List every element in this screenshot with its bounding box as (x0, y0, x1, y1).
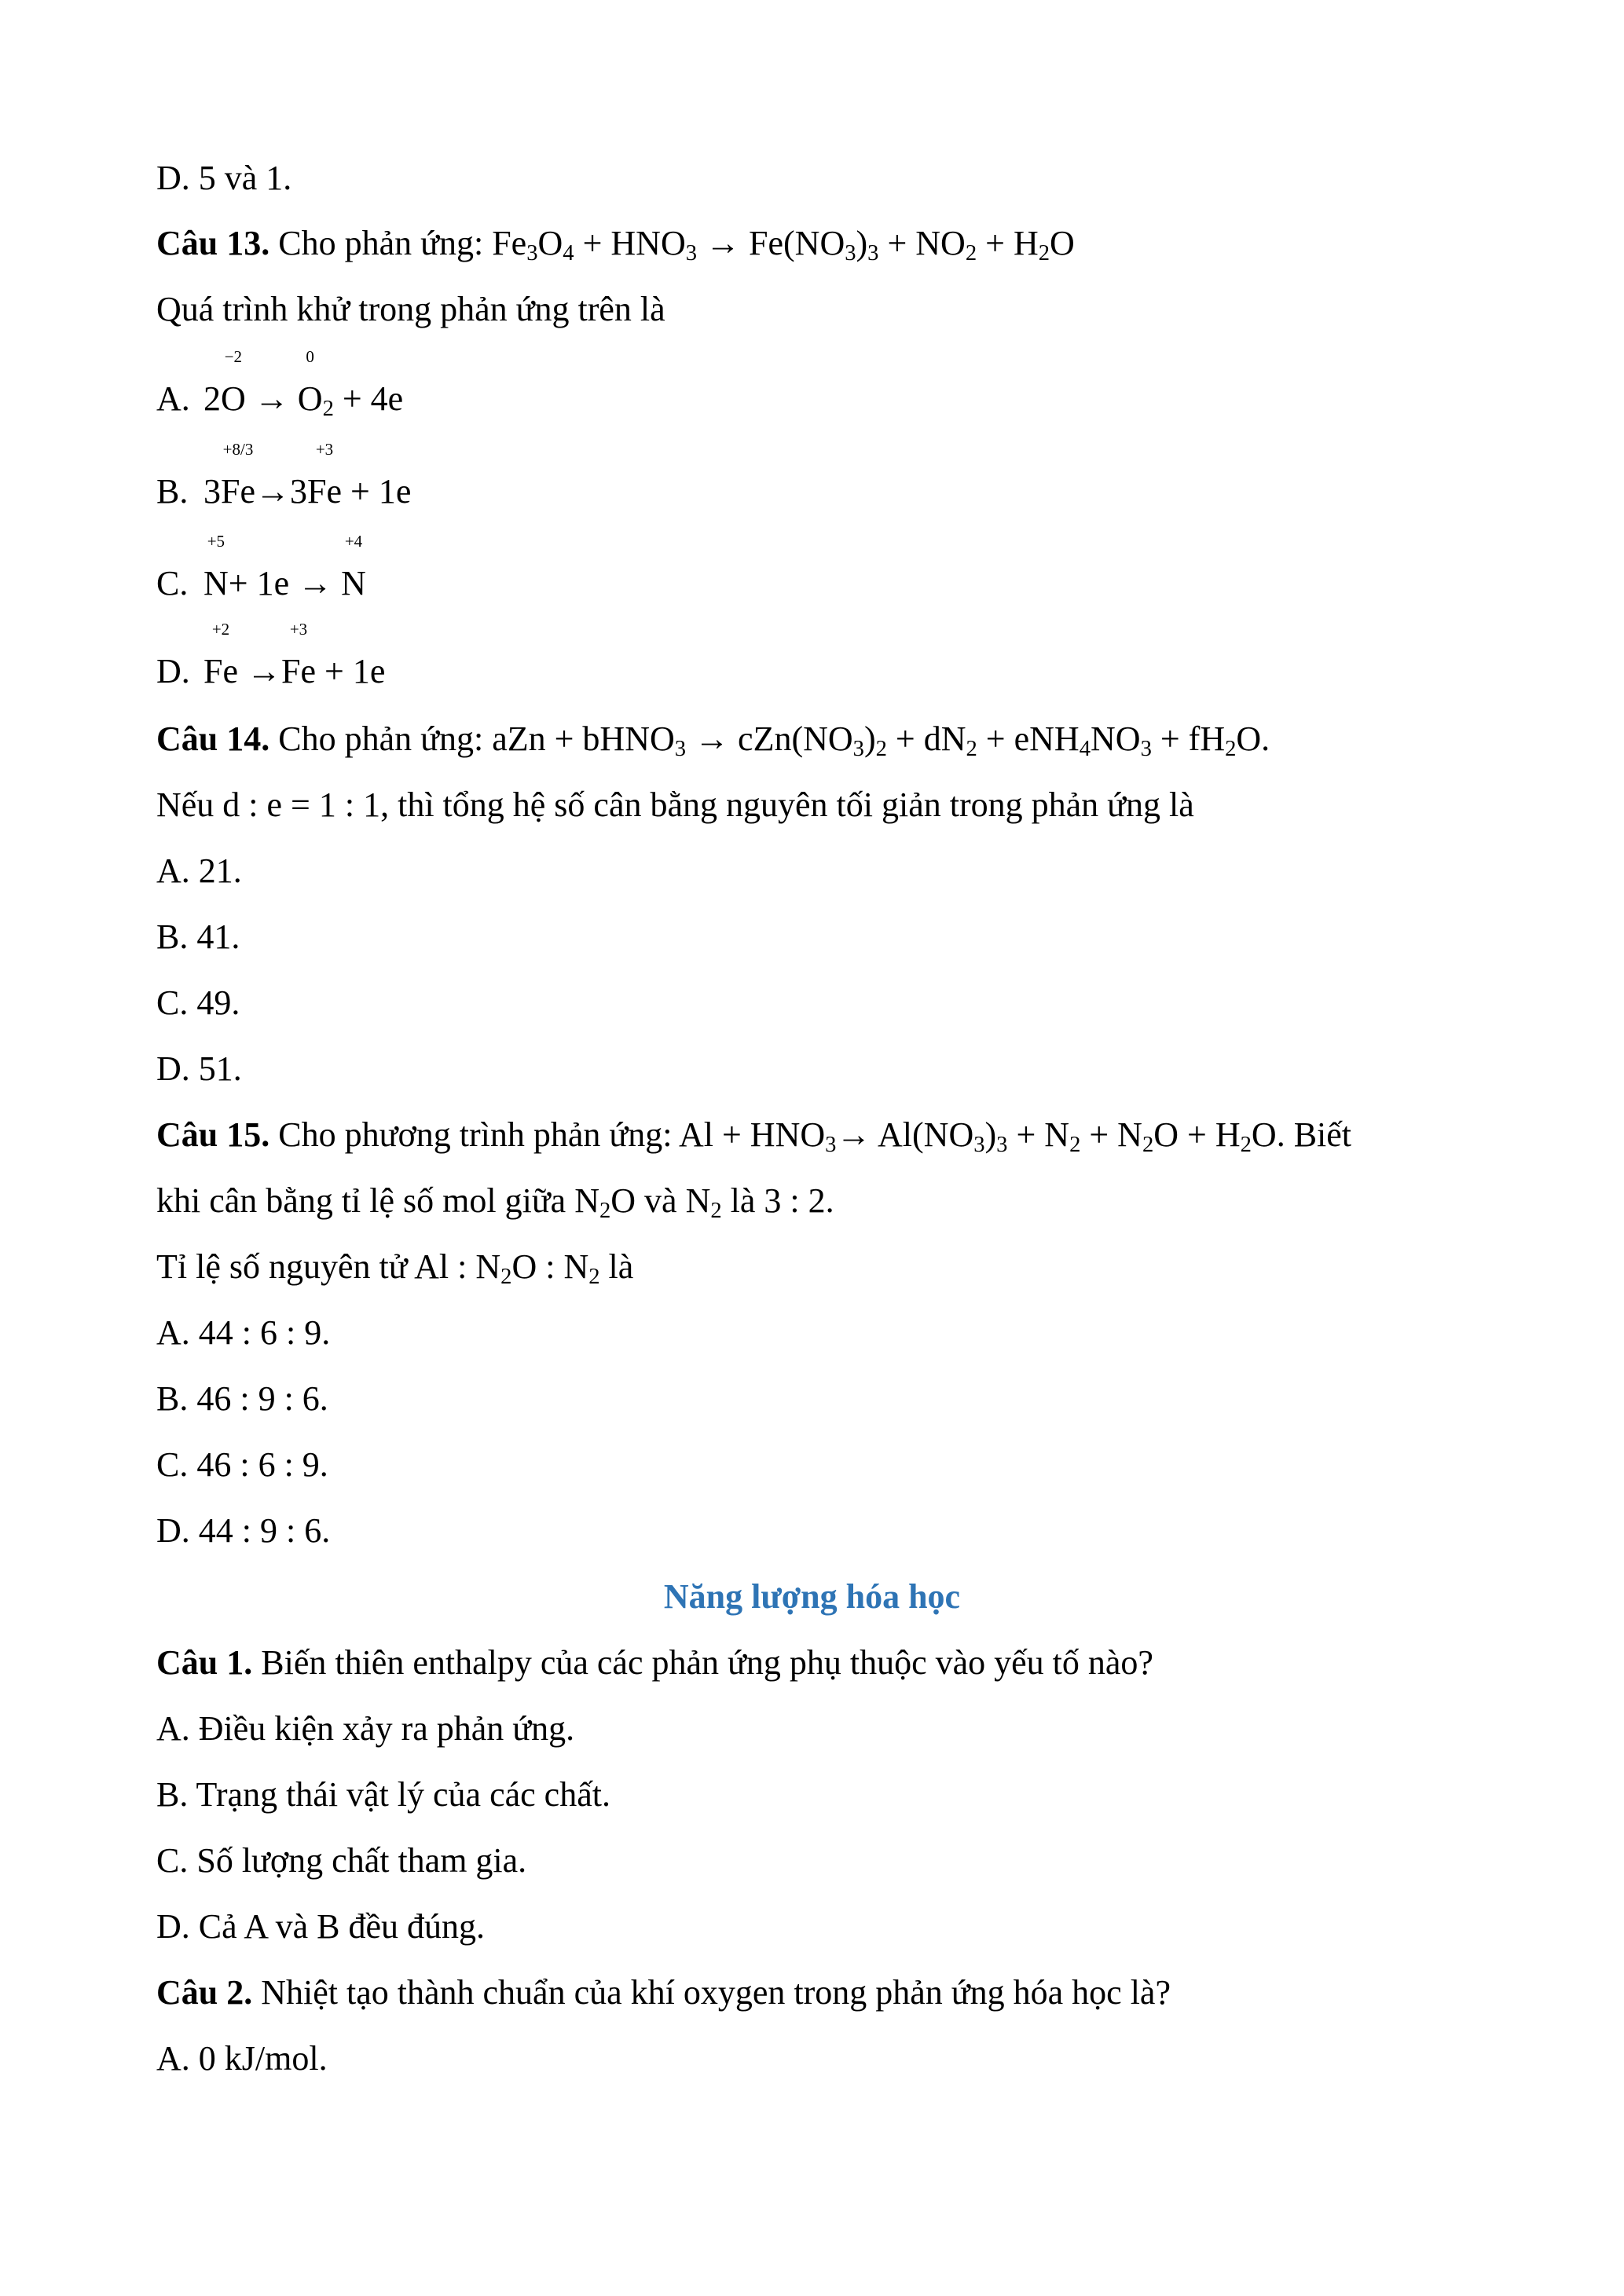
arrow: → (298, 564, 333, 602)
q12-option-d: D. 5 và 1. (156, 159, 292, 197)
q14-option-a: A. 21. (156, 851, 242, 890)
arrow: → (247, 652, 281, 690)
q13-part: + H (977, 224, 1039, 262)
element: Fe (307, 472, 342, 511)
oxidation-number: +3 (315, 440, 334, 459)
s-q1-text: Biến thiên enthalpy của các phản ứng phụ thuộc vào yếu tố nào? (252, 1643, 1153, 1682)
q13-label: Câu 13. (156, 224, 270, 262)
q15-line3: Tỉ lệ số nguyên tử Al : $N_2O$ : $N_2$ là (156, 1247, 634, 1290)
q15-stem: Câu 15. Cho phương trình phản ứng: $Al + HNO_3\to Al(NO_3)_3 + N_2 + N_2O + H_2O$. Biết (156, 1115, 1352, 1158)
reduced-element (341, 532, 366, 602)
s-q1-label: Câu 1. (156, 1643, 253, 1682)
oxidation-number: −2 (224, 347, 243, 366)
oxidation-number: +3 (289, 620, 308, 639)
text: khi cân bằng tỉ lệ số mol giữa N (156, 1181, 599, 1220)
q13-sub: 2 (965, 241, 977, 266)
s-q2-text: Nhiệt tạo thành chuẩn của khí oxygen trong phản ứng hóa học là? (252, 1973, 1171, 2012)
element: N (341, 564, 366, 602)
s-q1-stem (156, 1643, 1153, 1682)
s-q2-option-a: A. 0 kJ/mol. (156, 2039, 328, 2078)
oxidized-element (221, 347, 246, 418)
oxidation-number: +4 (344, 532, 363, 551)
arrow: → (254, 379, 289, 418)
electrons: + 1e (350, 472, 412, 511)
q13-sub: 3 (526, 241, 538, 266)
element: Fe (281, 652, 316, 690)
text: Tỉ lệ số nguyên tử Al : N (156, 1247, 501, 1286)
q13-part: O (1050, 224, 1075, 262)
coefficient: 3 (290, 472, 307, 511)
q13-sub: 2 (1038, 241, 1050, 266)
oxidation-number: +2 (211, 620, 230, 639)
q13-part: + NO (878, 224, 966, 262)
text: là (599, 1247, 634, 1286)
s-q1-option-a: A. Điều kiện xảy ra phản ứng. (156, 1709, 575, 1748)
q13-sub: 4 (563, 241, 574, 266)
reduced-element (281, 620, 316, 690)
q15-label: Câu 15. (156, 1115, 270, 1154)
q14-label: Câu 14. (156, 720, 270, 758)
arrow: → (255, 472, 290, 511)
text: là 3 : 2. (721, 1181, 834, 1220)
option-label: C. (156, 564, 189, 602)
oxidized-element (203, 620, 238, 690)
option-label: D. (156, 652, 190, 690)
electrons: + 1e (324, 652, 386, 690)
s-q2-stem (156, 1973, 1171, 2012)
q15-option-d: D. 44 : 9 : 6. (156, 1511, 331, 1550)
q13-sub: 3 (685, 241, 698, 266)
q14-prompt: Nếu d : e = 1 : 1, thì tổng hệ số cân bằng nguyên tối giản trong phản ứng là (156, 785, 1194, 824)
q13-sub: 3 (845, 241, 856, 266)
element: Fe (221, 472, 255, 511)
oxidation-number: 0 (306, 347, 314, 366)
q15-text: Cho phương trình phản ứng: Al + HNO (269, 1115, 826, 1154)
element: N (203, 564, 229, 602)
s-q1-option-c: C. Số lượng chất tham gia. (156, 1841, 527, 1880)
q13-sub: 3 (867, 241, 879, 266)
s-q1-option-d: D. Cả A và B đều đúng. (156, 1907, 485, 1946)
electrons: + 1e (228, 564, 290, 602)
q15-option-b: B. 46 : 9 : 6. (156, 1379, 328, 1418)
oxidized-element (221, 440, 255, 511)
q14-option-c: C. 49. (156, 983, 240, 1022)
q13-stem (156, 224, 1075, 266)
q15-option-c: C. 46 : 6 : 9. (156, 1445, 328, 1484)
q14-stem: Câu 14. Cho phản ứng: aZn + bHNO$_3$ → $cZn(NO_3)_2 + dN_2 + eNH_4NO_3 + fH_2O$. (156, 720, 1270, 762)
q14-text: Cho phản ứng: aZn + bHNO (269, 720, 675, 758)
q13-part: → Fe(NO (697, 224, 845, 262)
option-label: A. (156, 379, 190, 418)
q13-part: ) (856, 224, 868, 262)
q13-part: O (537, 224, 563, 262)
oxidized-element (203, 532, 229, 602)
q13-prompt: Quá trình khử trong phản ứng trên là (156, 290, 665, 328)
subscript: 2 (322, 397, 334, 422)
coefficient: 3 (203, 472, 221, 511)
option-label: B. (156, 472, 189, 511)
q14-option-d: D. 51. (156, 1049, 242, 1088)
oxidation-number: +5 (207, 532, 225, 551)
coefficient: 2 (203, 379, 221, 418)
reduced-element (307, 440, 342, 511)
element: O (221, 379, 246, 418)
q15-line2: khi cân bằng tỉ lệ số mol giữa $N_2O$ và $N_2$ là 3 : 2. (156, 1181, 834, 1224)
electrons: + 4e (342, 379, 404, 418)
q13-text: Cho phản ứng: Fe (269, 224, 527, 262)
text: O : N (511, 1247, 589, 1286)
text: O và N (610, 1181, 711, 1220)
s-q1-option-b: B. Trạng thái vật lý của các chất. (156, 1775, 610, 1814)
q14-option-b: B. 41. (156, 917, 240, 956)
oxidation-number: +8/3 (222, 440, 254, 459)
element: O (297, 379, 323, 418)
element: Fe (203, 652, 238, 690)
reduced-element (297, 347, 323, 418)
section-heading: Năng lượng hóa học (663, 1577, 961, 1616)
s-q2-label: Câu 2. (156, 1973, 253, 2012)
q15-option-a: A. 44 : 6 : 9. (156, 1313, 331, 1352)
q13-part: + HNO (574, 224, 686, 262)
